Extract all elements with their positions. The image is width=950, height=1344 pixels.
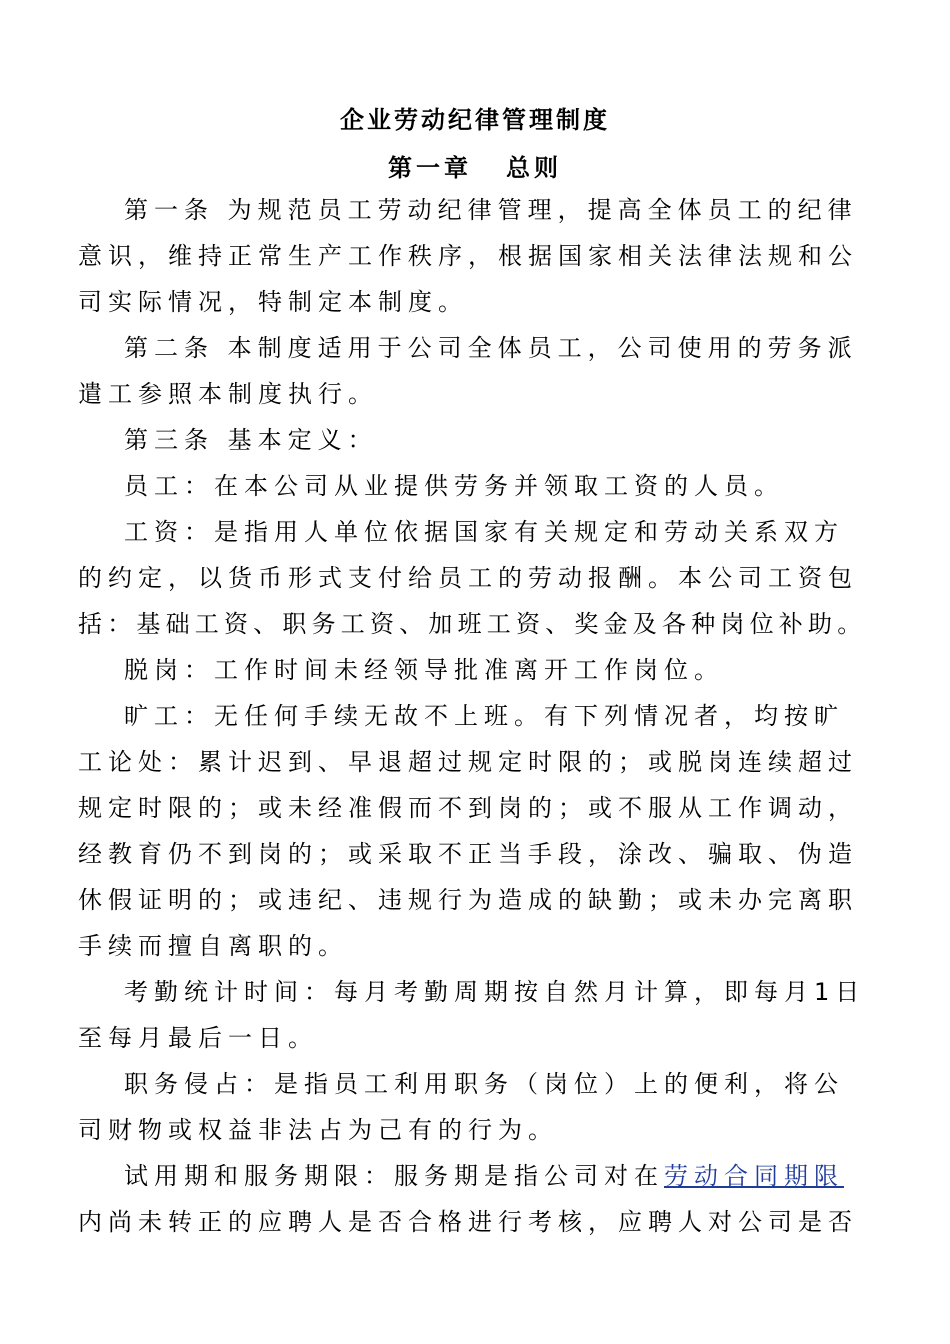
paragraph-line: 旷工：无任何手续无故不上班。有下列情况者，均按旷	[124, 702, 844, 730]
paragraph-line: 工资：是指用人单位依据国家有关规定和劳动关系双方	[124, 518, 844, 546]
paragraph-line: 工论处：累计迟到、早退超过规定时限的；或脱岗连续超过	[78, 748, 858, 776]
paragraph-line: 括：基础工资、职务工资、加班工资、奖金及各种岗位补助。	[78, 610, 867, 638]
paragraph-line: 内尚未转正的应聘人是否合格进行考核，应聘人对公司是否	[78, 1208, 858, 1236]
chapter-label: 第一章	[388, 154, 472, 182]
paragraph-line: 脱岗：工作时间未经领导批准离开工作岗位。	[124, 656, 724, 684]
paragraph-line: 至每月最后一日。	[78, 1024, 318, 1052]
paragraph-line: 规定时限的；或未经准假而不到岗的；或不服从工作调动，	[78, 794, 858, 822]
paragraph-line: 第三条 基本定义：	[124, 426, 378, 454]
chapter-heading	[0, 148, 950, 183]
paragraph-line: 手续而擅自离职的。	[78, 932, 348, 960]
paragraph-line: 司实际情况，特制定本制度。	[78, 288, 468, 316]
labor-contract-link[interactable]: 劳动合同期限	[664, 1162, 844, 1190]
paragraph-line: 司财物或权益非法占为己有的行为。	[78, 1116, 558, 1144]
paragraph-line: 考勤统计时间：每月考勤周期按自然月计算，即每月1日	[124, 978, 866, 1006]
paragraph-line: 意识，维持正常生产工作秩序，根据国家相关法律法规和公	[78, 242, 858, 270]
paragraph-line: 休假证明的；或违纪、违规行为造成的缺勤；或未办完离职	[78, 886, 858, 914]
paragraph-line-with-link	[124, 1160, 924, 1192]
paragraph-line: 第二条 本制度适用于公司全体员工，公司使用的劳务派	[124, 334, 858, 362]
paragraph-line: 第一条 为规范员工劳动纪律管理，提高全体员工的纪律	[124, 196, 858, 224]
paragraph-line: 经教育仍不到岗的；或采取不正当手段，涂改、骗取、伪造	[78, 840, 858, 868]
document-title: 企业劳动纪律管理制度	[340, 106, 610, 134]
paragraph-line: 的约定，以货币形式支付给员工的劳动报酬。本公司工资包	[78, 564, 858, 592]
chapter-name: 总则	[506, 154, 562, 182]
paragraph-line: 员工：在本公司从业提供劳务并领取工资的人员。	[124, 472, 784, 500]
paragraph-line: 遣工参照本制度执行。	[78, 380, 378, 408]
paragraph-text: 试用期和服务期限：服务期是指公司对在	[124, 1162, 664, 1190]
paragraph-line: 职务侵占：是指员工利用职务（岗位）上的便利，将公	[124, 1070, 844, 1098]
